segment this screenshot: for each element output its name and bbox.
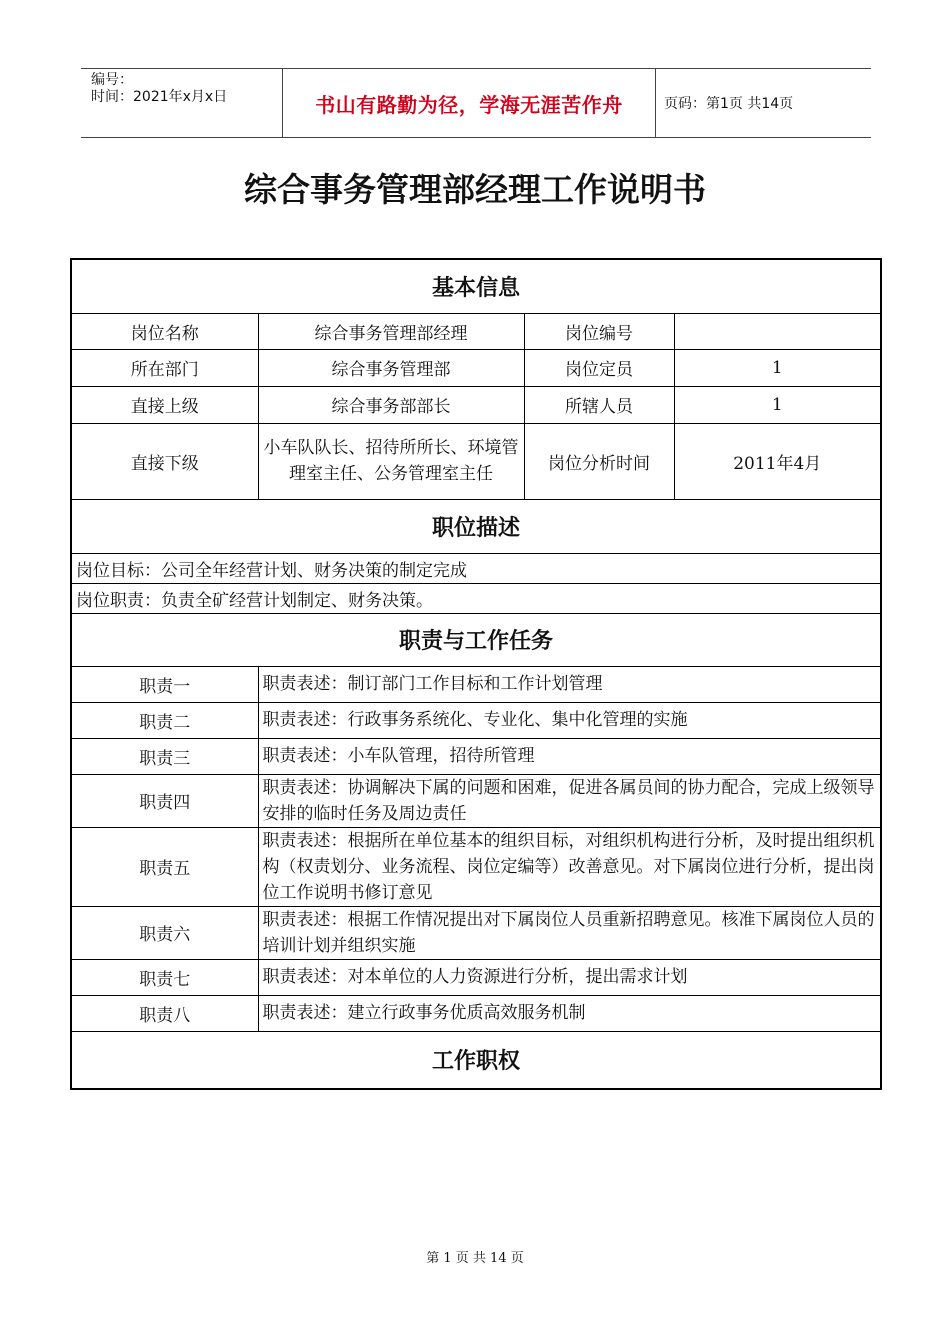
duty-text: 职责表述：对本单位的人力资源进行分析，提出需求计划 (258, 959, 881, 995)
time-label: 时间：2021年x月x日 (91, 89, 228, 105)
duty-text: 职责表述：根据工作情况提出对下属岗位人员重新招聘意见。核准下属岗位人员的培训计划并组织实施 (258, 906, 881, 959)
field-label: 直接下级 (71, 423, 258, 499)
field-value: 综合事务部部长 (258, 386, 524, 423)
field-label: 所辖人员 (524, 386, 674, 423)
field-value: 1 (674, 386, 881, 423)
duty-name: 职责二 (71, 702, 258, 738)
field-value: 小车队队长、招待所所长、环境管理室主任、公务管理室主任 (258, 423, 524, 499)
basic-row (71, 423, 881, 499)
duty-name: 职责八 (71, 995, 258, 1031)
number-label: 编号： (91, 72, 133, 88)
duty-row (71, 702, 881, 738)
duty-name: 职责三 (71, 738, 258, 774)
position-goal: 岗位目标：公司全年经营计划、财务决策的制定完成 (71, 553, 881, 583)
section-description-row (71, 499, 881, 553)
duty-text: 职责表述：行政事务系统化、专业化、集中化管理的实施 (258, 702, 881, 738)
field-value: 1 (674, 349, 881, 386)
header-meta (81, 69, 283, 137)
duty-text: 职责表述：协调解决下属的问题和困难，促进各属员间的协力配合，完成上级领导安排的临时任务及周边责任 (258, 774, 881, 827)
field-label: 岗位分析时间 (524, 423, 674, 499)
section-title-authority: 工作职权 (71, 1031, 881, 1089)
page-header (81, 68, 871, 138)
duty-text: 职责表述：小车队管理，招待所管理 (258, 738, 881, 774)
section-authority-row (71, 1031, 881, 1089)
header-motto-cell (283, 69, 656, 137)
section-title-description: 职位描述 (71, 499, 881, 553)
field-label: 直接上级 (71, 386, 258, 423)
duty-row (71, 774, 881, 827)
motto: 书山有路勤为径，学海无涯苦作舟 (315, 92, 623, 117)
page-info: 页码：第1页 共14页 (664, 96, 794, 112)
duty-row (71, 666, 881, 702)
field-value (674, 313, 881, 349)
duty-name: 职责五 (71, 827, 258, 906)
duty-text: 职责表述：制订部门工作目标和工作计划管理 (258, 666, 881, 702)
basic-row (71, 349, 881, 386)
duty-row (71, 959, 881, 995)
field-label: 所在部门 (71, 349, 258, 386)
duty-row (71, 827, 881, 906)
duty-name: 职责一 (71, 666, 258, 702)
basic-row (71, 313, 881, 349)
duty-text: 职责表述：根据所在单位基本的组织目标，对组织机构进行分析，及时提出组织机构（权责划分、业务流程、岗位定编等）改善意见。对下属岗位进行分析，提出岗位工作说明书修订意见 (258, 827, 881, 906)
field-value: 综合事务管理部 (258, 349, 524, 386)
duty-name: 职责六 (71, 906, 258, 959)
duty-row (71, 738, 881, 774)
position-duty: 岗位职责：负责全矿经营计划制定、财务决策。 (71, 583, 881, 613)
duty-name: 职责四 (71, 774, 258, 827)
goal-row (71, 553, 881, 583)
section-duties-row (71, 613, 881, 666)
field-value: 2011年4月 (674, 423, 881, 499)
document-title: 综合事务管理部经理工作说明书 (244, 170, 706, 209)
duty-row (71, 995, 881, 1031)
duty-name: 职责七 (71, 959, 258, 995)
section-basic-row (71, 259, 881, 313)
field-label: 岗位定员 (524, 349, 674, 386)
duty-row (71, 906, 881, 959)
duty-text: 职责表述：建立行政事务优质高效服务机制 (258, 995, 881, 1031)
page-footer: 第 1 页 共 14 页 (426, 1251, 524, 1266)
section-title-duties: 职责与工作任务 (71, 613, 881, 666)
field-label: 岗位编号 (524, 313, 674, 349)
basic-row (71, 386, 881, 423)
section-title-basic: 基本信息 (71, 259, 881, 313)
job-description-table (70, 258, 882, 1090)
header-page-cell (656, 69, 871, 137)
field-value: 综合事务管理部经理 (258, 313, 524, 349)
field-label: 岗位名称 (71, 313, 258, 349)
duty-summary-row (71, 583, 881, 613)
